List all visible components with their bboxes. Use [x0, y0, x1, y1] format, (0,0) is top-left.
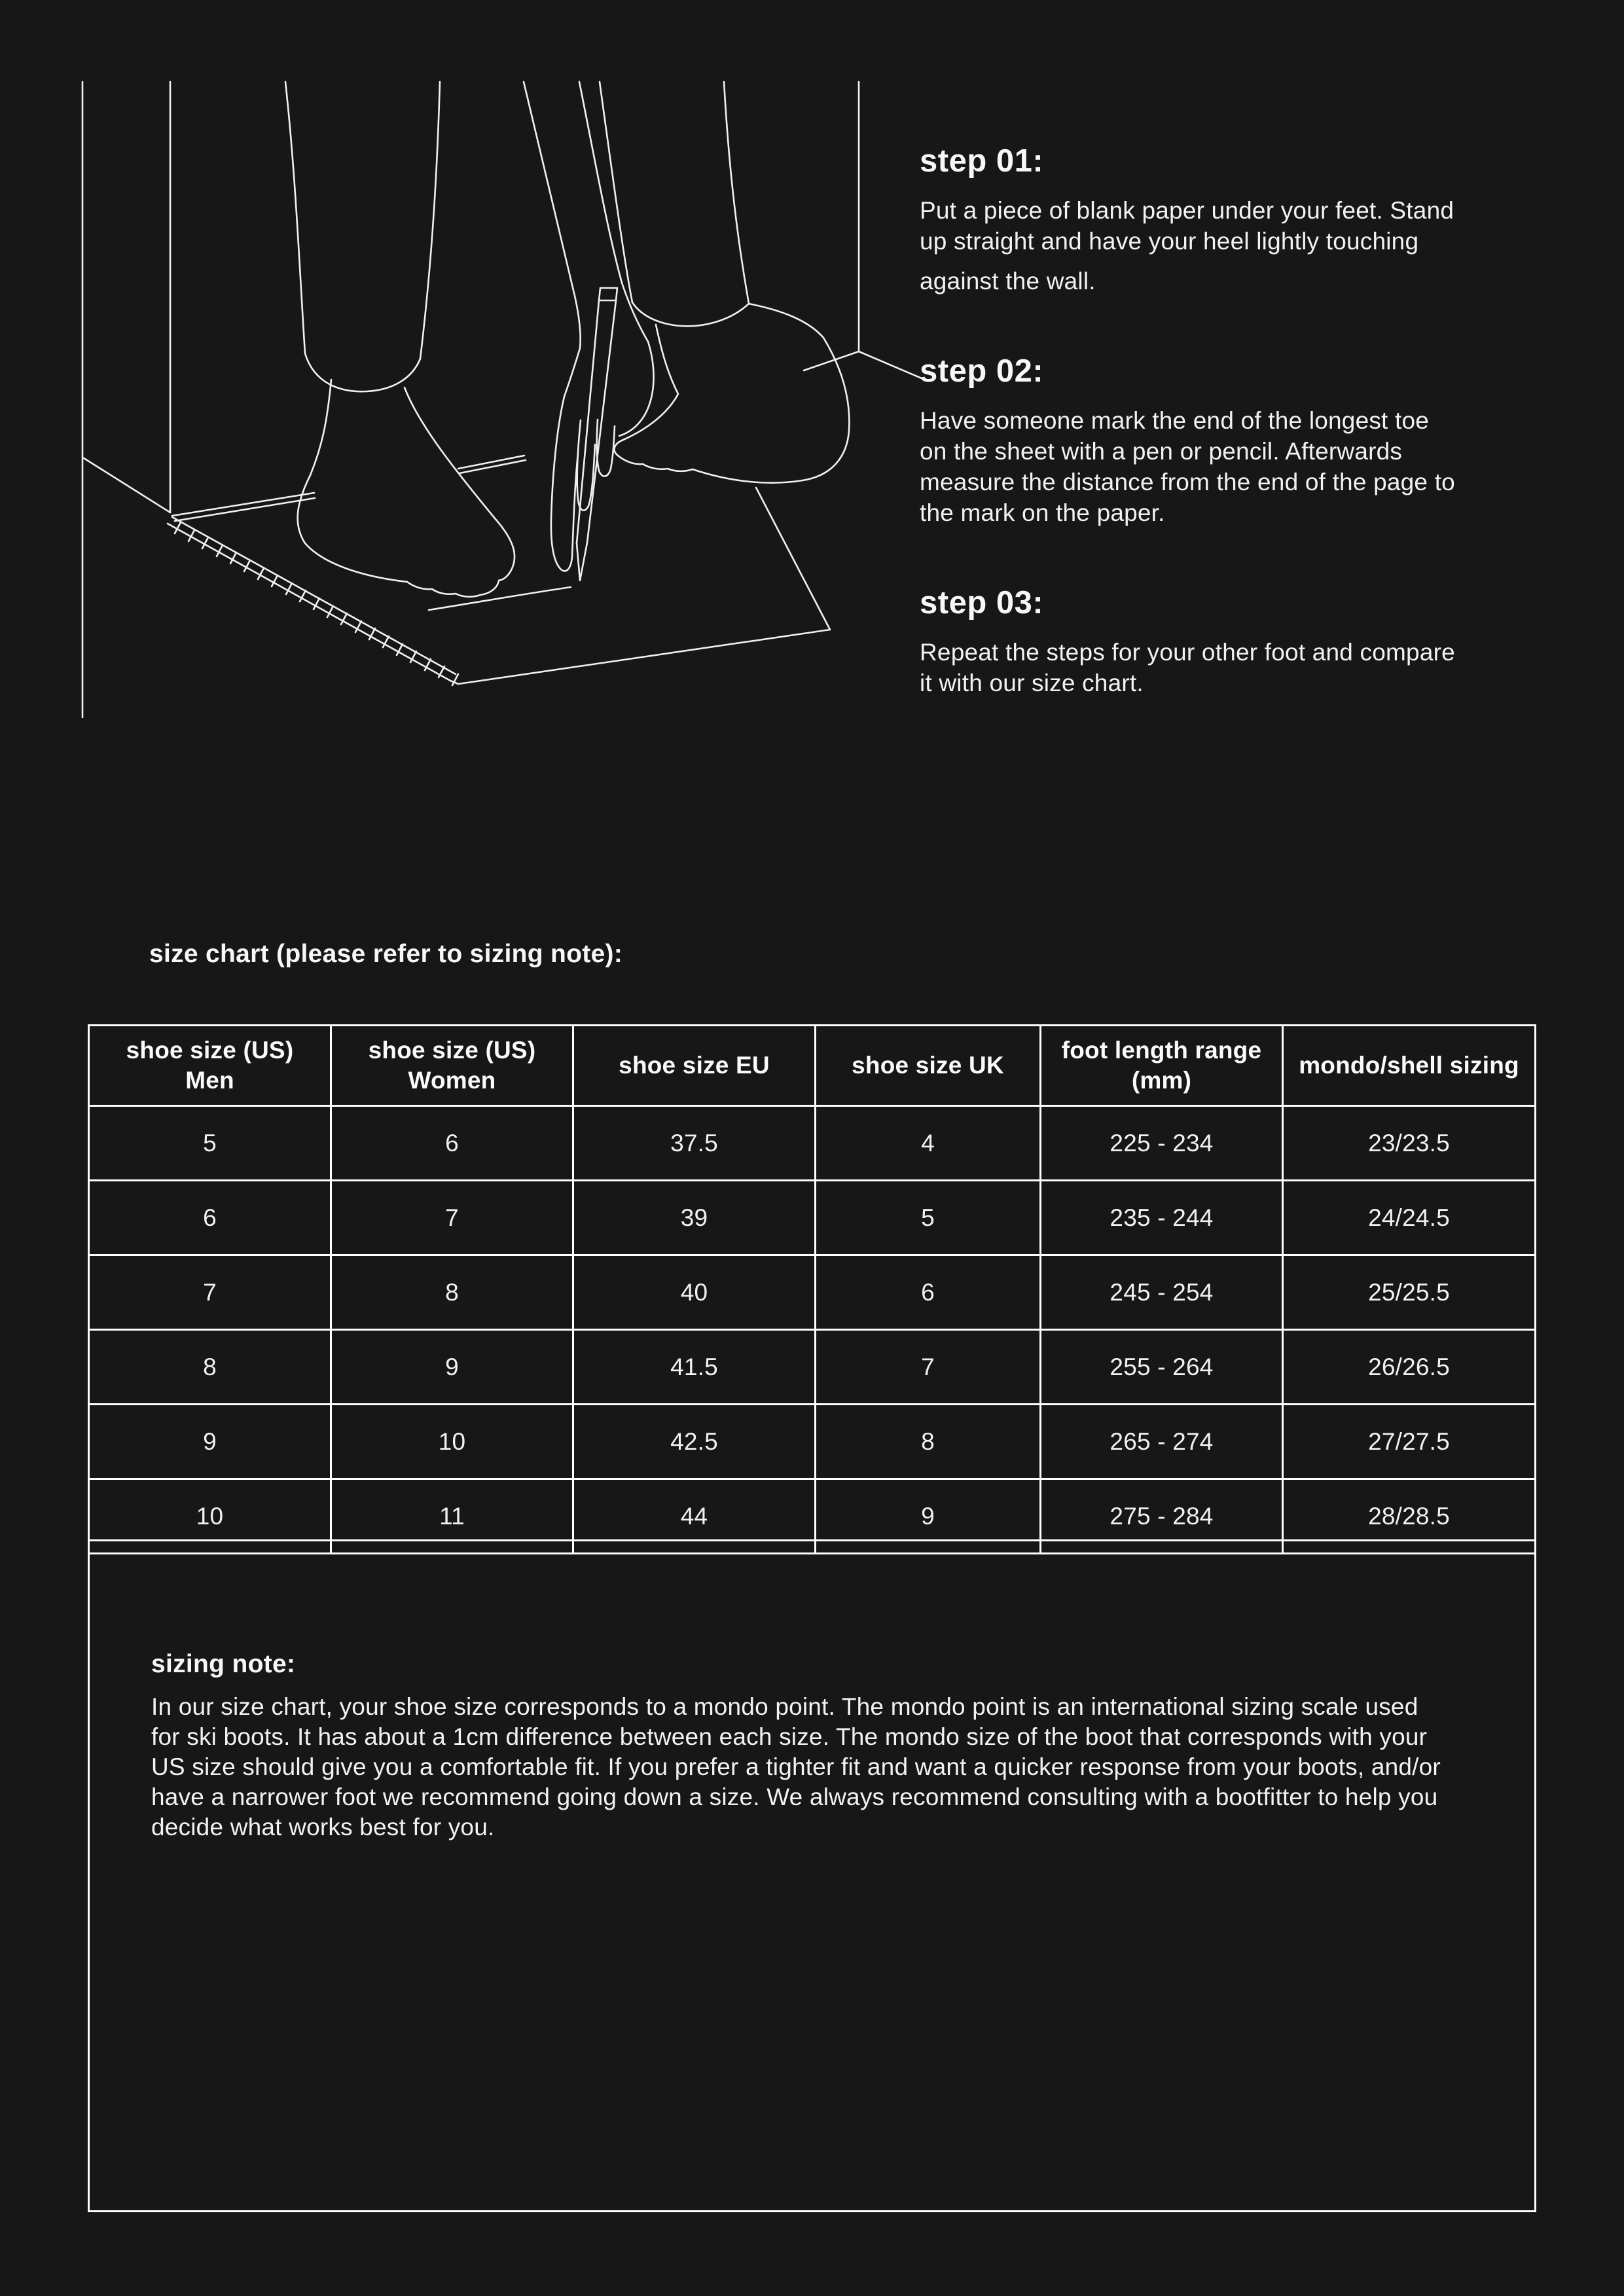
sizing-note-heading: sizing note:	[151, 1650, 296, 1678]
header-line: foot length range	[1061, 1037, 1262, 1064]
cell-eu: 41.5	[572, 1331, 814, 1403]
header-cell-us-women	[330, 1026, 572, 1105]
cell-foot-length: 265 - 274	[1039, 1405, 1282, 1478]
step-03-line: Repeat the steps for your other foot and compare	[920, 639, 1455, 666]
cell-us-men: 8	[203, 1353, 217, 1380]
sizing-note-line: decide what works best for you.	[151, 1814, 495, 1840]
table-row	[90, 1254, 1534, 1329]
cell-foot-length: 225 - 234	[1039, 1107, 1282, 1179]
step-03	[920, 584, 1548, 698]
cell-us-men: 5	[203, 1129, 217, 1157]
header-line: mondo/shell sizing	[1299, 1052, 1519, 1079]
header-cell-uk	[814, 1026, 1039, 1105]
header-line: shoe size (US)	[126, 1037, 294, 1064]
header-line: shoe size UK	[852, 1052, 1004, 1079]
cell-us-women: 6	[330, 1107, 572, 1179]
cell-foot-length: 235 - 244	[1039, 1181, 1282, 1254]
step-01-line: up straight and have your heel lightly touching	[920, 228, 1419, 255]
sizing-note-line: have a narrower foot we recommend going down a size. We always recommend consulting with a bootfitter to help you	[151, 1784, 1438, 1810]
cell-us-women: 8	[330, 1256, 572, 1329]
table-row	[90, 1403, 1534, 1478]
header-cell-mondo	[1282, 1026, 1534, 1105]
step-02-line: measure the distance from the end of the page to	[920, 469, 1455, 495]
cell-foot-length: 245 - 254	[1039, 1256, 1282, 1329]
hand-and-arm	[524, 82, 654, 571]
cell-us-men: 7	[203, 1278, 217, 1306]
table-row	[90, 1105, 1534, 1179]
header-cell-eu	[572, 1026, 814, 1105]
cell-uk: 7	[814, 1331, 1039, 1403]
cell-us-women: 11	[330, 1480, 572, 1552]
size-chart-table	[88, 1024, 1536, 1554]
step-03-line: it with our size chart.	[920, 670, 1144, 696]
cell-uk: 6	[814, 1256, 1039, 1329]
cell-mondo: 24/24.5	[1282, 1181, 1534, 1254]
cell-eu: 42.5	[572, 1405, 814, 1478]
cell-eu: 40	[572, 1256, 814, 1329]
sizing-note-box	[88, 1539, 1536, 2212]
cell-mondo: 27/27.5	[1282, 1405, 1534, 1478]
step-02-line: the mark on the paper.	[920, 499, 1165, 526]
cell-foot-length: 255 - 264	[1039, 1331, 1282, 1403]
cell-us-men: 6	[203, 1204, 217, 1231]
cell-us-women: 7	[330, 1181, 572, 1254]
header-cell-foot-length	[1039, 1026, 1282, 1105]
cell-mondo: 25/25.5	[1282, 1256, 1534, 1329]
cell-uk: 4	[814, 1107, 1039, 1179]
left-leg	[285, 82, 514, 597]
header-line: (mm)	[1131, 1067, 1192, 1094]
paper-sheet	[168, 456, 830, 684]
cell-mondo: 28/28.5	[1282, 1480, 1534, 1552]
step-02-heading: step 02:	[920, 353, 1044, 389]
cell-uk: 5	[814, 1181, 1039, 1254]
cell-us-men: 10	[196, 1502, 224, 1530]
cell-eu: 44	[572, 1480, 814, 1552]
header-line: shoe size (US)	[368, 1037, 536, 1064]
wall-lines	[82, 82, 922, 717]
step-03-heading: step 03:	[920, 585, 1044, 620]
step-01-heading: step 01:	[920, 143, 1044, 179]
table-header-row	[90, 1026, 1534, 1105]
table-row	[90, 1329, 1534, 1403]
header-line: Women	[408, 1067, 496, 1094]
cell-uk: 8	[814, 1405, 1039, 1478]
sizing-note-line: for ski boots. It has about a 1cm difference between each size. The mondo size of the boot that corresponds with your	[151, 1723, 1428, 1750]
right-leg	[600, 82, 849, 483]
measuring-steps	[920, 143, 1548, 755]
step-02	[920, 353, 1548, 528]
table-row	[90, 1179, 1534, 1254]
sizing-note-line: US size should give you a comfortable fit. If you prefer a tighter fit and want a quicker response from your boots, and/or	[151, 1753, 1441, 1780]
cell-eu: 37.5	[572, 1107, 814, 1179]
cell-mondo: 23/23.5	[1282, 1107, 1534, 1179]
header-cell-us-men	[90, 1026, 330, 1105]
header-line: Men	[185, 1067, 234, 1094]
step-02-line: on the sheet with a pen or pencil. Afterwards	[920, 438, 1403, 465]
header-line: shoe size EU	[619, 1052, 770, 1079]
step-01-line: against the wall.	[920, 268, 1096, 295]
size-chart-caption: size chart (please refer to sizing note):	[149, 940, 623, 968]
cell-us-men: 9	[203, 1427, 217, 1455]
step-01-line: Put a piece of blank paper under your feet. Stand	[920, 197, 1454, 224]
step-01	[920, 143, 1548, 296]
step-02-line: Have someone mark the end of the longest toe	[920, 407, 1430, 434]
cell-us-women: 9	[330, 1331, 572, 1403]
cell-us-women: 10	[330, 1405, 572, 1478]
cell-mondo: 26/26.5	[1282, 1331, 1534, 1403]
sizing-note-line: In our size chart, your shoe size corresponds to a mondo point. The mondo point is an international sizing scale used	[151, 1693, 1418, 1720]
cell-uk: 9	[814, 1480, 1039, 1552]
foot-measurement-illustration	[79, 79, 929, 733]
cell-eu: 39	[572, 1181, 814, 1254]
cell-foot-length: 275 - 284	[1039, 1480, 1282, 1552]
